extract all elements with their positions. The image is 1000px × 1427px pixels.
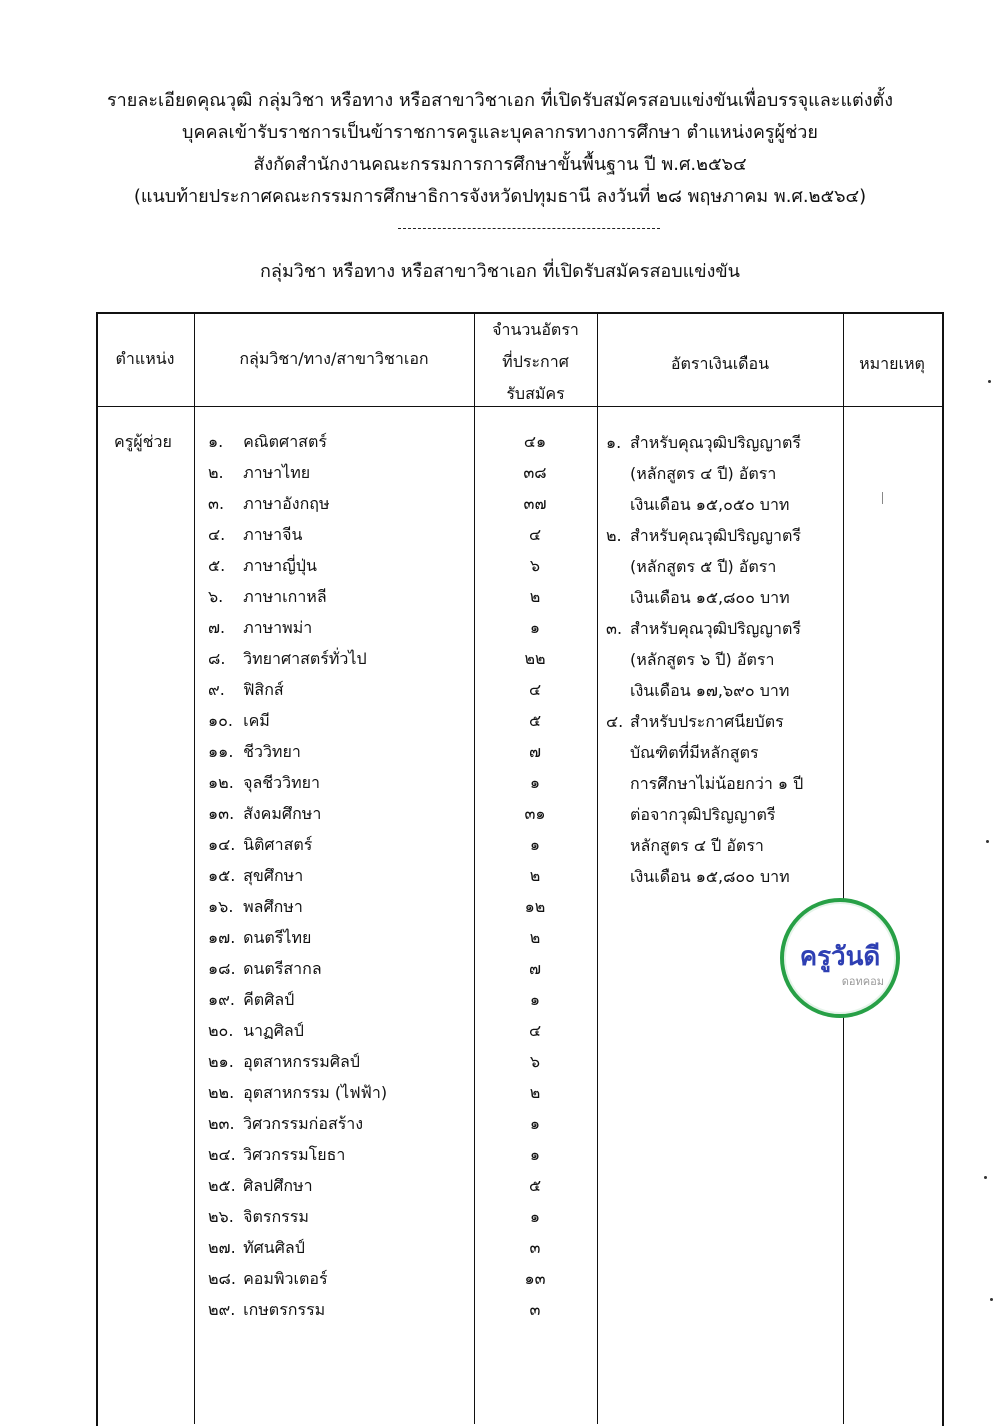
subject-row: [208, 1046, 360, 1077]
col-divider: [194, 312, 195, 1424]
subject-row: [208, 1139, 345, 1170]
salary-item-number: ๒.: [606, 526, 622, 545]
subject-name: ภาษาไทย: [243, 463, 311, 482]
subject-number: ๕.: [208, 556, 226, 575]
subject-name: เกษตรกรรม: [243, 1300, 326, 1319]
salary-item-text: ต่อจากวุฒิปริญญาตรี: [630, 805, 776, 824]
doc-title-line1: รายละเอียดคุณวุฒิ กลุ่มวิชา หรือทาง หรือสาขาวิชาเอก ที่เปิดรับสมัครสอบแข่งขันเพื่อบรรจุและแต่งตั้ง: [107, 90, 893, 111]
subject-count: ๖: [529, 1052, 541, 1071]
salary-item-text: เงินเดือน ๑๗,๖๙๐ บาท: [630, 681, 790, 700]
salary-item-text: เงินเดือน ๑๕,๘๐๐ บาท: [630, 588, 790, 607]
subject-row: [208, 1201, 309, 1232]
dashed-divider: [398, 228, 660, 229]
subject-row: [208, 1170, 313, 1201]
salary-line: [606, 706, 803, 737]
subject-count: ๒: [529, 928, 541, 947]
subject-name: วิศวกรรมโยธา: [243, 1145, 346, 1164]
header-count-line1: จำนวนอัตรา: [492, 320, 579, 339]
subject-name: ดนตรีสากล: [243, 959, 322, 978]
doc-title-line4: (แนบท้ายประกาศคณะกรรมการศึกษาธิการจังหวัดปทุมธานี ลงวันที่ ๒๘ พฤษภาคม พ.ศ.๒๕๖๔): [133, 186, 867, 207]
salary-line: [606, 489, 803, 520]
salary-line: [606, 768, 803, 799]
header-salary: อัตราเงินเดือน: [670, 354, 770, 373]
salary-item-text: สำหรับคุณวุฒิปริญญาตรี: [630, 526, 802, 545]
subject-number: ๒๙.: [208, 1300, 236, 1319]
salary-line: [606, 799, 803, 830]
subject-count: ๕: [528, 711, 542, 730]
salary-line: [606, 613, 803, 644]
subject-name: คีตศิลป์: [243, 990, 295, 1009]
subject-row: [208, 1077, 387, 1108]
col-divider: [843, 312, 844, 1424]
subject-number: ๑๔.: [208, 835, 236, 854]
subject-name: จิตรกรรม: [243, 1207, 309, 1226]
subject-row: [208, 457, 310, 488]
subject-name: สังคมศึกษา: [243, 804, 322, 823]
subject-row: [208, 1263, 328, 1294]
salary-line: [606, 427, 803, 458]
subject-name: ฟิสิกส์: [243, 680, 284, 699]
header-count-line2: ที่ประกาศ: [502, 352, 569, 371]
subject-number: ๑๐.: [208, 711, 234, 730]
subject-count: ๔๑: [523, 432, 547, 451]
subject-count: ๑: [529, 1145, 541, 1164]
subject-number: ๒๓.: [208, 1114, 235, 1133]
subject-name: ทัศนศิลป์: [243, 1238, 305, 1257]
subject-row: [208, 984, 294, 1015]
subject-number: ๖.: [208, 587, 224, 606]
subject-name: ภาษาเกาหลี: [243, 587, 327, 606]
salary-item-text: บัณฑิตที่มีหลักสูตร: [630, 743, 759, 762]
subject-name: ภาษาอังกฤษ: [243, 494, 330, 513]
subject-number: ๒.: [208, 463, 224, 482]
subject-name: นาฏศิลป์: [243, 1021, 304, 1040]
header-count-line3: รับสมัคร: [506, 384, 565, 403]
salary-item-text: สำหรับคุณวุฒิปริญญาตรี: [630, 619, 802, 638]
subject-count: ๓๗: [523, 494, 547, 513]
subject-number: ๒๖.: [208, 1207, 234, 1226]
subject-name: สุขศึกษา: [243, 866, 304, 885]
subject-row: [208, 1108, 363, 1139]
subject-count: ๖: [529, 556, 541, 575]
subject-number: ๒๘.: [208, 1269, 236, 1288]
subject-count: ๓๑: [524, 804, 546, 823]
subject-name: เคมี: [243, 711, 270, 730]
salary-line: [606, 520, 803, 551]
salary-item-text: เงินเดือน ๑๕,๐๕๐ บาท: [630, 495, 790, 514]
salary-item-number: ๑.: [606, 433, 622, 452]
subject-row: [208, 581, 327, 612]
subject-row: [208, 891, 303, 922]
subject-count: ๒: [529, 587, 541, 606]
scan-mark: [882, 492, 883, 504]
subject-count: ๒: [529, 866, 541, 885]
subject-number: ๑๒.: [208, 773, 234, 792]
subject-name: ภาษาญี่ปุ่น: [243, 556, 317, 575]
subject-number: ๑.: [208, 432, 224, 451]
subject-name: คอมพิวเตอร์: [243, 1269, 328, 1288]
subject-number: ๑๑.: [208, 742, 234, 761]
subject-number: ๒๔.: [208, 1145, 236, 1164]
salary-item-number: ๓.: [606, 619, 623, 638]
salary-details: [606, 427, 803, 892]
subject-number: ๒๗.: [208, 1238, 236, 1257]
salary-item-text: สำหรับประกาศนียบัตร: [630, 712, 784, 731]
salary-line: [606, 861, 803, 892]
subject-number: ๘.: [208, 649, 226, 668]
subject-number: ๙.: [208, 680, 225, 699]
subject-row: [208, 829, 312, 860]
subject-name: ดนตรีไทย: [243, 928, 312, 947]
salary-line: [606, 551, 803, 582]
salary-item-text: เงินเดือน ๑๕,๘๐๐ บาท: [630, 867, 790, 886]
subject-name: จุลชีววิทยา: [243, 773, 321, 792]
subject-name: ภาษาพม่า: [243, 618, 313, 637]
subject-row: [208, 643, 367, 674]
salary-item-text: การศึกษาไม่น้อยกว่า ๑ ปี: [630, 774, 804, 793]
subject-name: วิศวกรรมก่อสร้าง: [243, 1114, 364, 1133]
subject-count: ๑: [529, 835, 541, 854]
subject-number: ๑๓.: [208, 804, 235, 823]
subject-name: พลศึกษา: [243, 897, 303, 916]
subject-number: ๑๘.: [208, 959, 236, 978]
position-value: ครูผู้ช่วย: [114, 432, 172, 451]
subject-row: [208, 426, 327, 457]
table-subtitle: กลุ่มวิชา หรือทาง หรือสาขาวิชาเอก ที่เปิดรับสมัครสอบแข่งขัน: [260, 261, 740, 282]
subject-number: ๒๑.: [208, 1052, 234, 1071]
subject-number: ๔.: [208, 525, 226, 544]
salary-line: [606, 458, 803, 489]
scan-dot: [990, 1298, 993, 1301]
salary-item-text: (หลักสูตร ๔ ปี) อัตรา: [630, 464, 777, 483]
subject-number: ๒๒.: [208, 1083, 235, 1102]
subject-count: ๑๓: [524, 1269, 546, 1288]
subject-name: วิทยาศาสตร์ทั่วไป: [243, 649, 367, 668]
salary-item-number: ๔.: [606, 712, 624, 731]
scan-dot: [984, 1176, 987, 1179]
header-subject: กลุ่มวิชา/ทาง/สาขาวิชาเอก: [239, 349, 429, 368]
subject-count: ๔: [528, 680, 542, 699]
subject-count: ๓: [529, 1300, 541, 1319]
subject-name: คณิตศาสตร์: [243, 432, 327, 451]
subject-number: ๗.: [208, 618, 226, 637]
subject-name: ภาษาจีน: [243, 525, 303, 544]
subject-count: ๗: [528, 742, 542, 761]
scan-dot: [988, 380, 991, 383]
subject-count: ๗: [528, 959, 542, 978]
subject-row: [208, 550, 317, 581]
subject-row: [208, 705, 270, 736]
watermark-sub-text: ดอทคอม: [841, 975, 884, 988]
subject-count: ๑: [529, 990, 541, 1009]
doc-title-line3: สังกัดสำนักงานคณะกรรมการการศึกษาขั้นพื้นฐาน ปี พ.ศ.๒๕๖๔: [253, 154, 747, 175]
subject-name: อุตสาหกรรม (ไฟฟ้า): [243, 1083, 388, 1102]
col-divider: [597, 312, 598, 1424]
subject-row: [208, 612, 312, 643]
salary-item-text: (หลักสูตร ๕ ปี) อัตรา: [630, 557, 777, 576]
subject-count: ๑: [529, 618, 541, 637]
header-position: ตำแหน่ง: [115, 349, 175, 368]
subject-count: ๔: [528, 1021, 542, 1040]
subject-number: ๑๖.: [208, 897, 234, 916]
subject-row: [208, 736, 301, 767]
subject-name: ศิลปศึกษา: [243, 1176, 313, 1195]
subject-count: ๓๘: [523, 463, 547, 482]
subject-row: [208, 922, 311, 953]
salary-line: [606, 582, 803, 613]
subject-count: ๑: [529, 1114, 541, 1133]
subject-row: [208, 519, 302, 550]
subject-row: [208, 1015, 304, 1046]
subject-number: ๓.: [208, 494, 225, 513]
subject-number: ๑๗.: [208, 928, 236, 947]
subject-number: ๒๕.: [208, 1176, 236, 1195]
salary-line: [606, 644, 803, 675]
subject-count: ๑๒: [524, 897, 546, 916]
salary-item-text: หลักสูตร ๔ ปี อัตรา: [630, 836, 764, 855]
col-divider: [474, 312, 475, 1424]
subject-number: ๑๙.: [208, 990, 235, 1009]
subject-row: [208, 488, 330, 519]
subject-name: นิติศาสตร์: [243, 835, 313, 854]
subject-number: ๑๕.: [208, 866, 236, 885]
subject-count: ๔: [528, 525, 542, 544]
subject-name: อุตสาหกรรมศิลป์: [243, 1052, 360, 1071]
watermark-main-text: ครูวันดี: [799, 942, 881, 972]
subject-count: ๑: [529, 773, 541, 792]
watermark-logo: [780, 898, 900, 1018]
salary-line: [606, 830, 803, 861]
subject-row: [208, 953, 322, 984]
subject-row: [208, 860, 303, 891]
subject-row: [208, 798, 321, 829]
subject-row: [208, 1294, 325, 1325]
header-remark: หมายเหตุ: [859, 354, 925, 373]
subject-row: [208, 767, 320, 798]
salary-line: [606, 675, 803, 706]
salary-item-text: (หลักสูตร ๖ ปี) อัตรา: [630, 650, 775, 669]
subject-row: [208, 1232, 305, 1263]
salary-item-text: สำหรับคุณวุฒิปริญญาตรี: [630, 433, 802, 452]
subject-count: ๑: [529, 1207, 541, 1226]
subject-row: [208, 674, 284, 705]
doc-title-line2: บุคคลเข้ารับราชการเป็นข้าราชการครูและบุคลากรทางการศึกษา ตำแหน่งครูผู้ช่วย: [182, 122, 818, 143]
subject-count: ๓: [529, 1238, 541, 1257]
subject-count: ๕: [528, 1176, 542, 1195]
subject-count: ๒๒: [524, 649, 546, 668]
subject-count: ๒: [529, 1083, 541, 1102]
salary-line: [606, 737, 803, 768]
scan-dot: [986, 840, 989, 843]
subject-number: ๒๐.: [208, 1021, 234, 1040]
subject-name: ชีววิทยา: [243, 742, 301, 761]
